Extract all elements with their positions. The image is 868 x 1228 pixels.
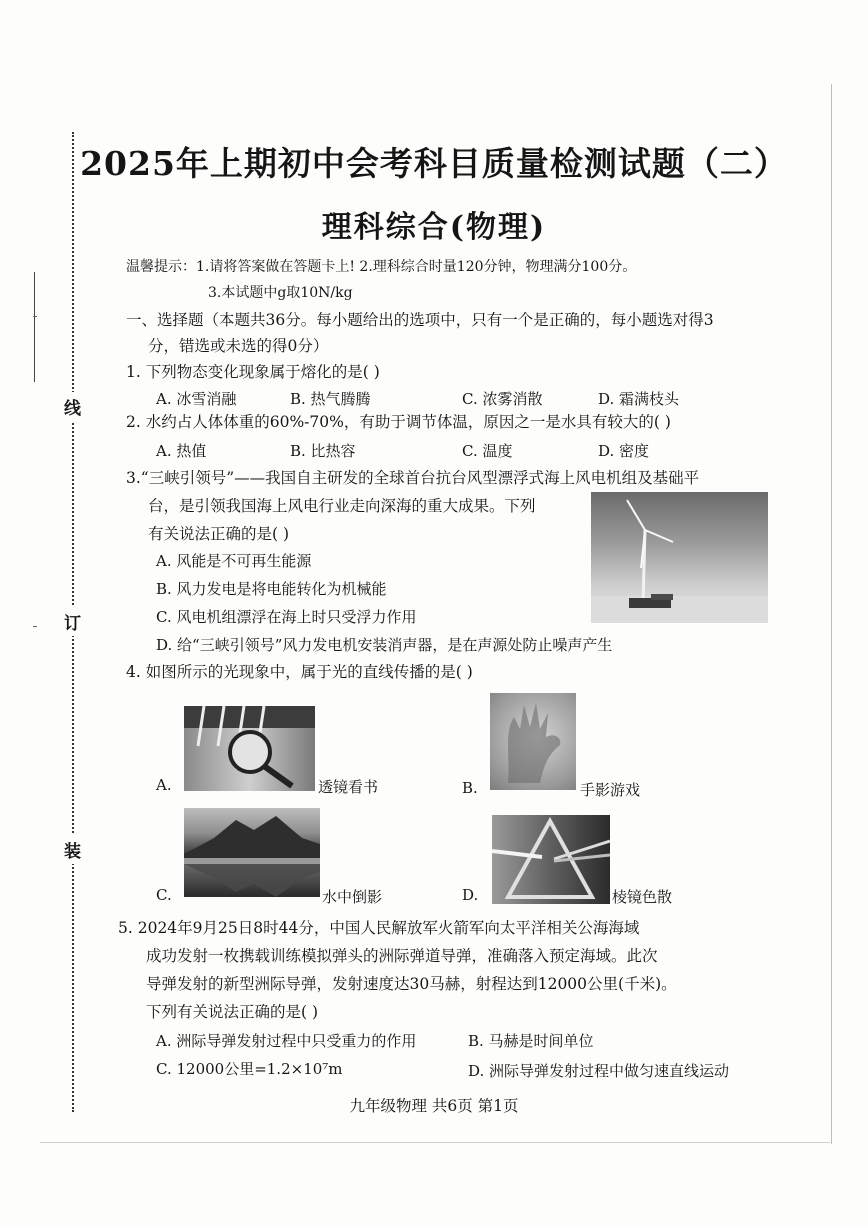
question-4-option-a-letter: A. (156, 776, 172, 794)
magnifier-reading-photo (184, 706, 315, 791)
binding-char-line: 线 (64, 392, 81, 421)
question-4-option-b-caption: 手影游戏 (580, 781, 641, 799)
page-footer: 九年级物理 共6页 第1页 (349, 1097, 519, 1115)
question-5-option-a: A. 洲际导弹发射过程中只受重力的作用 (156, 1032, 417, 1050)
page-edge-bottom (40, 1142, 830, 1143)
margin-tick (33, 316, 37, 317)
question-2-option-d: D. 密度 (598, 442, 650, 460)
question-3-line-2: 台，是引领我国海上风电行业走向深海的重大成果。下列 (148, 497, 536, 515)
question-4-option-b-letter: B. (462, 779, 478, 797)
question-4-option-d-letter: D. (462, 886, 479, 904)
question-4-option-c-caption: 水中倒影 (322, 888, 383, 906)
question-4-option-d-caption: 棱镜色散 (612, 888, 673, 906)
section-heading-line-1: 一、选择题（本题共36分。每小题给出的选项中，只有一个是正确的，每小题选对得3 (126, 311, 714, 329)
question-2-option-c: C. 温度 (462, 442, 513, 460)
question-1-option-a: A. 冰雪消融 (156, 390, 237, 408)
prism-dispersion-photo (492, 815, 610, 904)
question-3-option-c: C. 风电机组漂浮在海上时只受浮力作用 (156, 608, 417, 626)
question-5-line-1: 5. 2024年9月25日8时44分，中国人民解放军火箭军向太平洋相关公海海域 (118, 919, 640, 937)
question-2-option-b: B. 比热容 (290, 442, 356, 460)
question-3-option-a: A. 风能是不可再生能源 (156, 552, 312, 570)
mountain-reflection-photo (184, 808, 320, 897)
question-3-line-3: 有关说法正确的是( ) (148, 525, 290, 543)
exam-subtitle: 理科综合(物理) (321, 210, 547, 245)
tips-line-1: 温馨提示：1.请将答案做在答题卡上! 2.理科综合时量120分钟，物理满分100分。 (126, 259, 637, 275)
wind-turbine-photo (591, 492, 768, 623)
hand-shadow-photo (490, 693, 576, 790)
question-4-option-c-letter: C. (156, 886, 172, 904)
question-5-line-2: 成功发射一枚携载训练模拟弹头的洲际弹道导弹，准确落入预定海域。此次 (146, 947, 658, 965)
question-5-line-4: 下列有关说法正确的是( ) (146, 1003, 319, 1021)
tips-line-2: 3.本试题中g取10N/kg (208, 285, 353, 301)
binding-char-bind: 装 (64, 835, 81, 864)
question-1-option-d: D. 霜满枝头 (598, 390, 680, 408)
question-3-line-1: 3.“三峡引领号”——我国自主研发的全球首台抗台风型漂浮式海上风电机组及基础平 (126, 469, 700, 487)
question-3-option-b: B. 风力发电是将电能转化为机械能 (156, 580, 387, 598)
question-2-option-a: A. 热值 (156, 442, 207, 460)
question-5-option-d: D. 洲际导弹发射过程中做匀速直线运动 (468, 1062, 730, 1080)
question-2-stem: 2. 水约占人体体重的60%-70%，有助于调节体温，原因之一是水具有较大的( ) (126, 413, 671, 431)
question-5-option-b: B. 马赫是时间单位 (468, 1032, 594, 1050)
question-4-option-a-caption: 透镜看书 (318, 778, 379, 796)
question-5-option-c: C. 12000公里=1.2×10⁷m (156, 1060, 343, 1078)
question-4-stem: 4. 如图所示的光现象中，属于光的直线传播的是( ) (126, 663, 473, 681)
question-1-stem: 1. 下列物态变化现象属于熔化的是( ) (126, 363, 380, 381)
exam-title: 2025年上期初中会考科目质量检测试题（二） (80, 144, 788, 183)
question-5-line-3: 导弹发射的新型洲际导弹，发射速度达30马赫，射程达到12000公里(千米)。 (146, 975, 677, 993)
margin-tick (33, 626, 37, 627)
margin-mark (34, 272, 35, 382)
section-heading-line-2: 分，错选或未选的得0分） (148, 337, 329, 355)
question-3-option-d: D. 给“三峡引领号”风力发电机安装消声器，是在声源处防止噪声产生 (156, 636, 613, 654)
question-1-option-c: C. 浓雾消散 (462, 390, 543, 408)
question-1-option-b: B. 热气腾腾 (290, 390, 371, 408)
binding-char-order: 订 (64, 607, 81, 636)
